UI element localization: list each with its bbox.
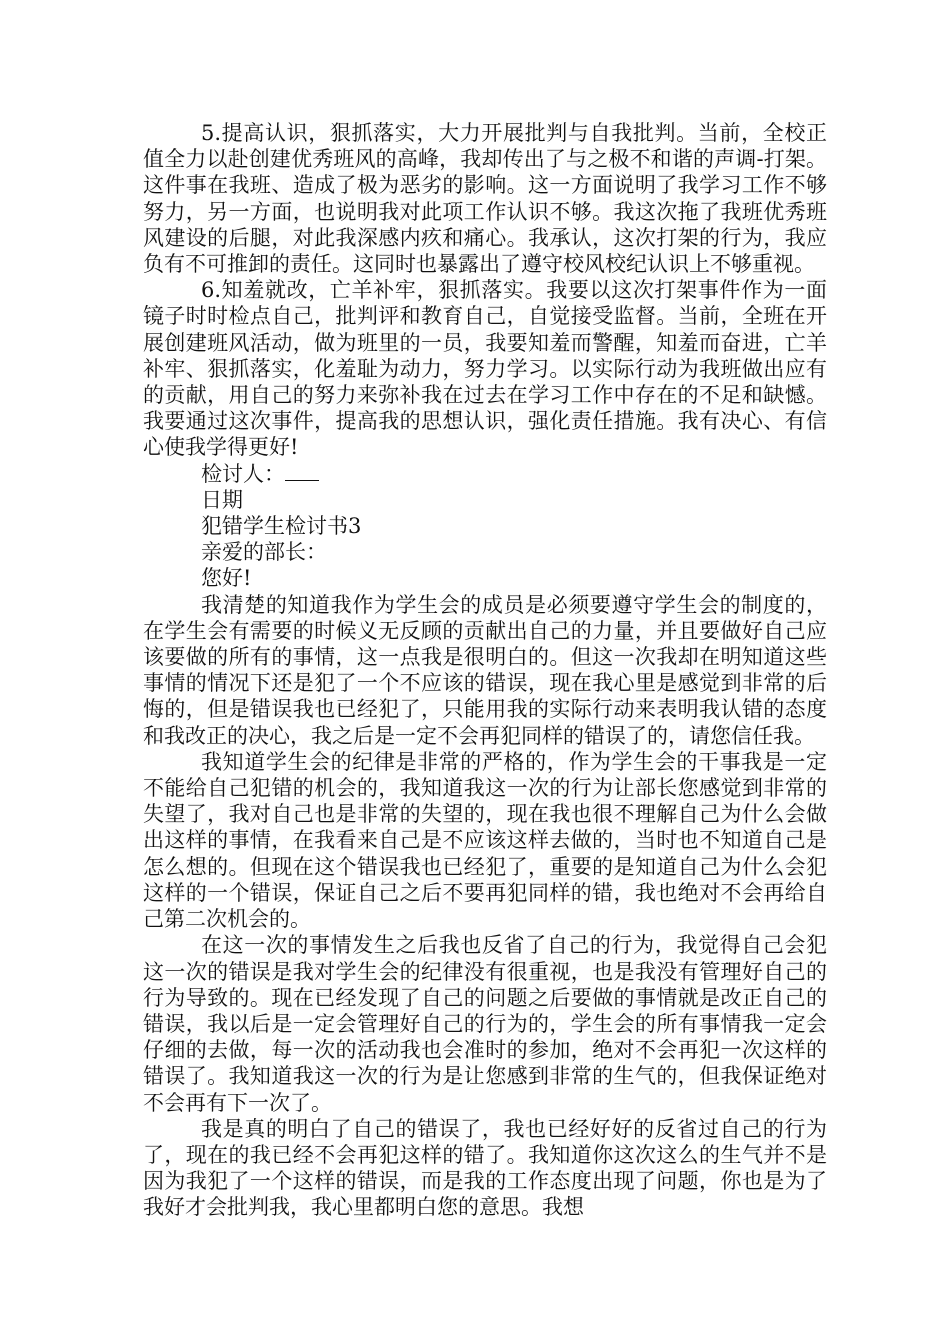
section-heading: 犯错学生检讨书3: [201, 514, 362, 539]
signature-blank: [285, 462, 319, 481]
date-label: 日期: [201, 487, 243, 512]
document-body: [143, 120, 827, 1221]
signature-line: [143, 461, 827, 487]
body-paragraph: 我是真的明白了自己的错误了，我也已经好好的反省过自己的行为了，现在的我已经不会再犯这样的错了。我知道你这次这么的生气并不是因为我犯了一个这样的错误，而是我的工作态度出现了问题，你也是为了我好才会批判我，我心里都明白您的意思。我想: [143, 1116, 827, 1220]
body-paragraph: 我知道学生会的纪律是非常的严格的，作为学生会的干事我是一定不能给自己犯错的机会的，我知道我这一次的行为让部长您感觉到非常的失望了，我对自己也是非常的失望的，现在我也很不理解自己为什么会做出这样的事情，在我看来自己是不应该这样去做的，当时也不知道自己是怎么想的。但现在这个错误我也已经犯了，重要的是知道自己为什么会犯这样的一个错误，保证自己之后不要再犯同样的错，我也绝对不会再给自己第二次机会的。: [143, 749, 827, 932]
paragraph-item-5: 5.提高认识，狠抓落实，大力开展批判与自我批判。当前，全校正值全力以赴创建优秀班风的高峰，我却传出了与之极不和谐的声调-打架。这件事在我班、造成了极为恶劣的影响。这一方面说明了我学习工作不够努力，另一方面，也说明我对此项工作认识不够。我这次拖了我班优秀班风建设的后腿，对此我深感内疚和痛心。我承认，这次打架的行为，我应负有不可推卸的责任。这同时也暴露出了遵守校风校纪认识上不够重视。: [143, 121, 827, 277]
salutation: 亲爱的部长：: [201, 540, 327, 565]
paragraph-item-6: 6.知羞就改，亡羊补牢，狠抓落实。我要以这次打架事件作为一面镜子时时检点自己，批判评和教育自己，自觉接受监督。当前，全班在开展创建班风活动，做为班里的一员，我要知羞而警醒，知羞而奋进，亡羊补牢、狠抓落实，化羞耻为动力，努力学习。以实际行动为我班做出应有的贡献，用自己的努力来弥补我在过去在学习工作中存在的不足和缺憾。我要通过这次事件，提高我的思想认识，强化责任措施。我有决心、有信心使我学得更好!: [143, 278, 827, 460]
body-paragraph: 在这一次的事情发生之后我也反省了自己的行为，我觉得自己会犯这一次的错误是我对学生会的纪律没有很重视，也是我没有管理好自己的行为导致的。现在已经发现了自己的问题之后要做的事情就是改正自己的错误，我以后是一定会管理好自己的行为的，学生会的所有事情我一定会仔细的去做，每一次的活动我也会准时的参加，绝对不会再犯一次这样的错误了。我知道我这一次的行为是让您感到非常的生气的，但我保证绝对不会再有下一次了。: [143, 933, 827, 1115]
greeting: 您好!: [201, 566, 252, 591]
signature-label: 检讨人：: [201, 461, 285, 486]
body-paragraph: 我清楚的知道我作为学生会的成员是必须要遵守学生会的制度的，在学生会有需要的时候义无反顾的贡献出自己的力量，并且要做好自己应该要做的所有的事情，这一点我是很明白的。但这一次我却在明知道这些事情的情况下还是犯了一个不应该的错误，现在我心里是感觉到非常的后悔的，但是错误我也已经犯了，只能用我的实际行动来表明我认错的态度和我改正的决心，我之后是一定不会再犯同样的错误了的，请您信任我。: [143, 592, 827, 748]
